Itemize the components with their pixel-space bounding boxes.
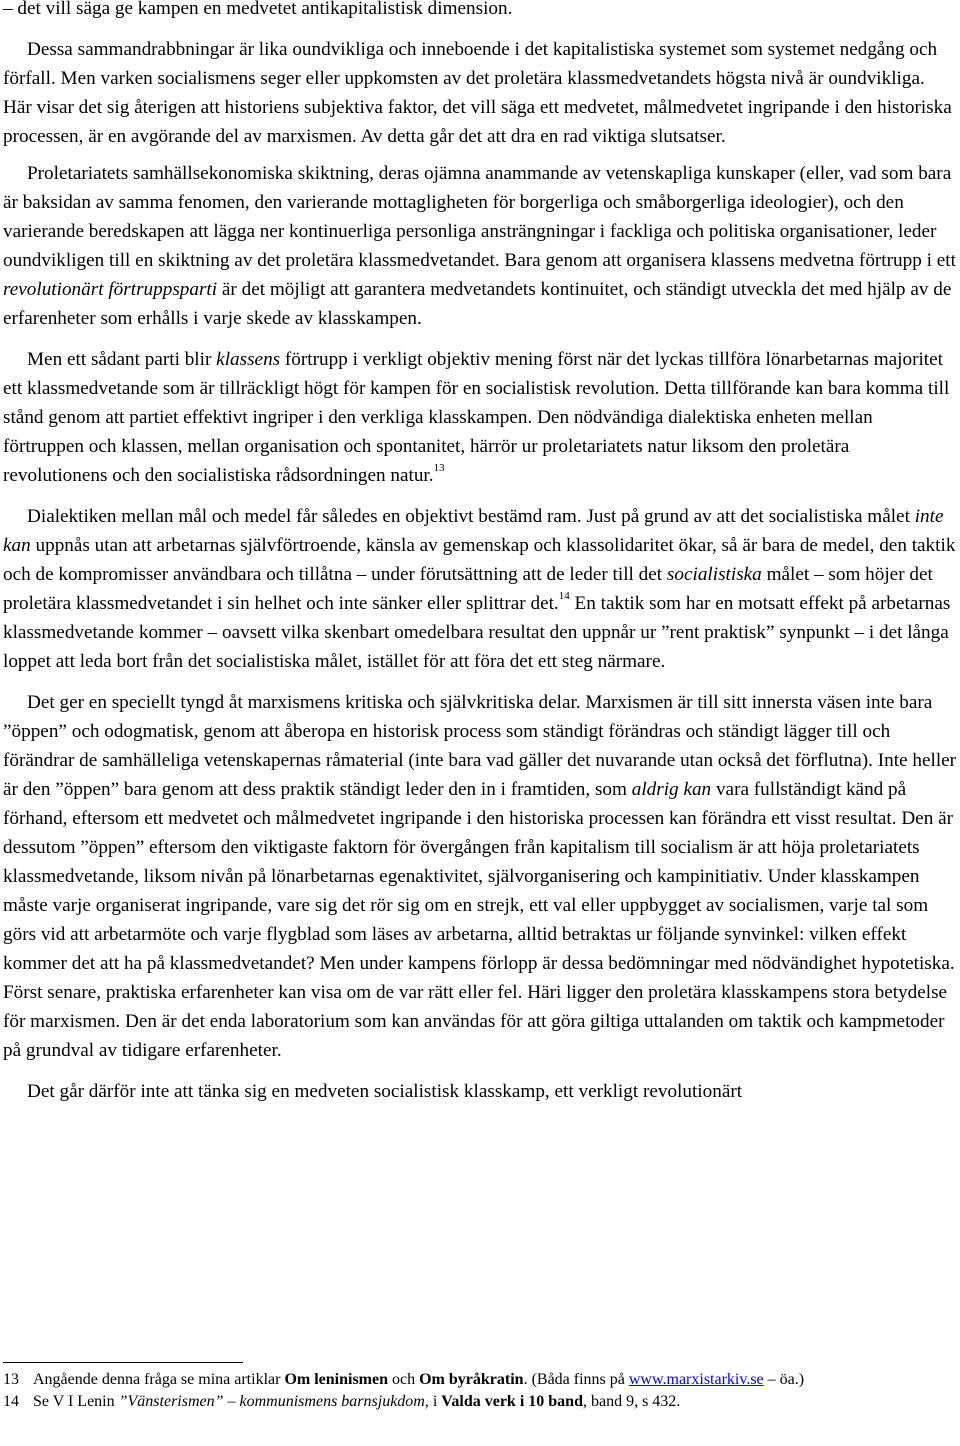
- bold-text: Om leninismen: [284, 1371, 388, 1388]
- text-run: Det ger en speciellt tyngd åt marxismens kritiska och självkritiska delar. Marxismen är till sitt innersta väsen inte bara ”öppen” och odogmatisk, genom att åberopa en historisk process som ständigt förändras och ständigt lägger till och förändrar de samhälleliga vetenskapernas råmaterial (inte bara vad gäller det nuvarande utan också det förflutna). Inte heller är den ”öppen” bara genom att dess praktik ständigt leder den in i framtiden, som: [3, 692, 957, 800]
- text-run: målet – som höjer det proletära klassmedvetandet i sin helhet och inte sänker eller splittrar det.: [3, 564, 933, 614]
- italic-text: aldrig kan: [631, 779, 712, 800]
- paragraph: Det går därför inte att tänka sig en medveten socialistisk klasskamp, ett verkligt revolutionärt: [27, 1081, 743, 1102]
- footnote-number: 13: [3, 1371, 19, 1388]
- italic-text: revolutionärt förtruppsparti: [3, 279, 218, 300]
- text-run: Se V I Lenin: [33, 1393, 119, 1410]
- paragraph: Dessa sammandrabbningar är lika oundvikliga och inneboende i det kapitalistiska systemet som systemet nedgång och förfall. Men varken socialismens seger eller uppkomsten av det proletära klassmedvetandets högsta nivå är oundvikliga. Här visar det sig återigen att historiens subjektiva faktor, det vill säga ett medvetet, målmedvetet ingripande i den historiska processen, är en avgörande del av marxismen. Av detta går det att dra en rad viktiga slutsatser.: [3, 39, 952, 147]
- text-run: En taktik som har en motsatt effekt på arbetarnas klassmedvetande kommer – oavsett vilka skenbart omedelbara resultat den uppnår ur ”rent praktisk” synpunkt – i det långa loppet att leda bort från det socialistiska målet, istället för att föra det ett steg närmare.: [3, 593, 951, 672]
- bold-text: Om byråkratin: [419, 1371, 524, 1388]
- footnote-number: 14: [3, 1393, 19, 1410]
- footnote-ref-14[interactable]: 14: [558, 589, 570, 602]
- bold-text: Valda verk i 10 band: [441, 1393, 583, 1410]
- text-run: – öa.): [763, 1371, 805, 1388]
- text-run: Proletariatets samhällsekonomiska skiktning, deras ojämna anammande av vetenskapliga kunskaper (eller, vad som bara är baksidan av samma fenomen, den varierande mottagligheten för borgerliga och småborgerliga ideologier), och den varierande beredskapen att lägga ner kontinuerliga personliga ansträngningar i fackliga och politiska organisationer, leder oundvikligen till en skiktning av det proletära klassmedvetandet. Bara genom att organisera klassens medvetna förtrupp i ett: [3, 163, 956, 271]
- paragraph: [3, 688, 958, 1065]
- text-run: vara fullständigt känd på förhand, eftersom ett medvetet och målmedvetet ingripande i den historiska processen kan förändra ett visst resultat. Den är dessutom ”öppen” eftersom den viktigaste faktorn för övergången från kapitalism till socialism är att höja proletariatets klassmedvetande, liksom nivån på lönarbetarnas egenaktivitet, självorganisering och kampinitiativ. Under klasskampen måste varje organiserat ingripande, vare sig det rör sig om en strejk, ett val eller uppbygget av socialismen, varje tal som görs vid att arbetarmöte och varje flygblad som läses av arbetarna, alltid betraktas ur följande synvinkel: vilken effekt kommer det att ha på klassmedvetandet? Men under kampens förlopp är dessa bedömningar med nödvändighet hypotetiska. Först senare, praktiska erfarenheter kan visa om de var rätt eller fel. Häri ligger den proletära klasskampens stora betydelse för marxismen. Den är det enda laboratorium som kan användas för att göra giltiga uttalanden om taktik och kampmetoder på grundval av tidigare erfarenheter.: [3, 779, 955, 1061]
- text-run: uppnås utan att arbetarnas självförtroende, känsla av gemenskap och klassolidaritet ökar, så är bara de medel, den taktik och de kompromisser användbara och tillåtna – under förutsättning att de leder till det: [3, 535, 956, 585]
- text-run: förtrupp i verkligt objektiv mening först när det lyckas tillföra lönarbetarnas majoritet ett klassmedvetande som är tillräckligt högt för kampen för en socialistisk revolution. Detta tillförande kan bara komma till stånd genom att partiet effektivt ingriper i den verkliga klasskampen. Den nödvändiga dialektiska enheten mellan förtruppen och klassen, mellan organisation och spontanitet, härrör ur proletariatets natur liksom den proletära revolutionens och den socialistiska rådsordningen natur.: [3, 349, 950, 486]
- text-run: Dialektiken mellan mål och medel får således en objektivt bestämd ram. Just på grund av att det socialistiska målet: [27, 506, 915, 527]
- footnote-14: [3, 1391, 958, 1413]
- text-run: , i: [424, 1393, 442, 1410]
- text-run: . (Båda finns på: [523, 1371, 629, 1388]
- paragraph: [3, 345, 958, 490]
- paragraph: [3, 159, 958, 333]
- document-page: [3, 0, 958, 1118]
- footnote-13: [3, 1369, 958, 1391]
- paragraph: [3, 502, 958, 676]
- text-run: Angående denna fråga se mina artiklar: [33, 1371, 285, 1388]
- marxistarkiv-link[interactable]: www.marxistarkiv.se: [628, 1371, 764, 1388]
- text-run: är det möjligt att garantera medvetandets kontinuitet, och ständigt utveckla det med hjälp av de erfarenheter som erhålls i varje skede av klasskampen.: [3, 279, 952, 329]
- italic-text: klassens: [216, 349, 281, 370]
- text-run: , band 9, s 432.: [582, 1393, 681, 1410]
- footnote-divider: [3, 1362, 243, 1363]
- footnote-ref-13[interactable]: 13: [433, 461, 445, 474]
- paragraph: – det vill säga ge kampen en medvetet antikapitalistisk dimension.: [3, 0, 513, 19]
- italic-text: ”Vänsterismen” – kommunismens barnsjukdom: [118, 1393, 425, 1410]
- italic-text: socialistiska: [666, 564, 762, 585]
- footnotes: [3, 1369, 958, 1413]
- text-run: och: [388, 1371, 420, 1388]
- text-run: Men ett sådant parti blir: [27, 349, 217, 370]
- italic-text: inte kan: [3, 506, 944, 556]
